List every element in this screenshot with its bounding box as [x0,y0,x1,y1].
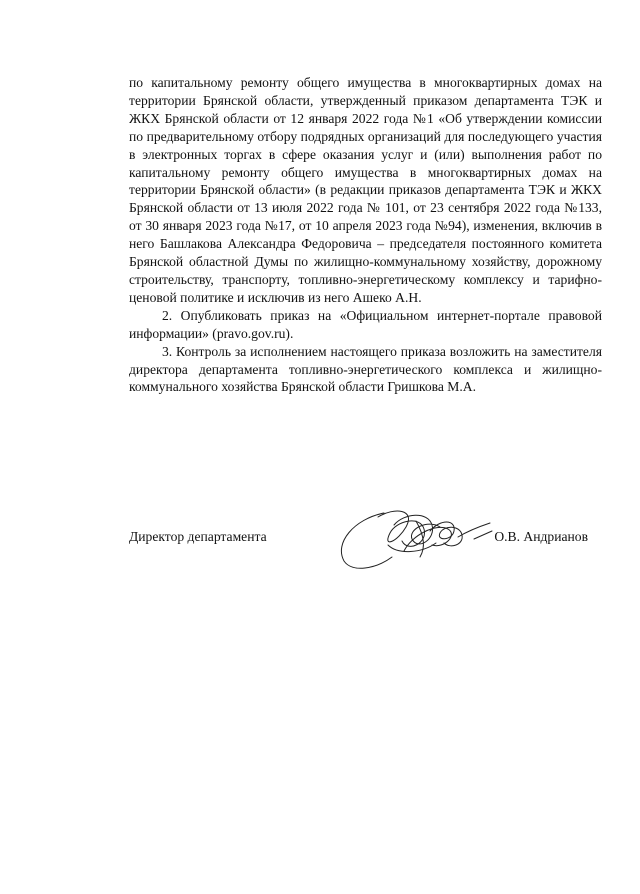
handwritten-signature [332,505,502,575]
paragraph-publish: 2. Опубликовать приказ на «Официальном интернет-портале правовой информации» (pravo.gov.ru). [129,307,602,341]
document-body [129,74,602,396]
signatory-name: О.В. Андрианов [494,529,588,544]
signature-block [129,505,602,585]
paragraph-amendment: по капитальному ремонту общего имущества в многоквартирных домах на территории Брянской области, утвержденный приказом департамента ТЭК и ЖКХ Брянской области от 12 января 2022 года №1 «Об утверждении комиссии по предварительному отбору подрядных организаций для последующего участия в электронных торгах в сфере оказания услуг и (или) выполнения работ по капитальному ремонту общего имущества в многоквартирных домах на территории Брянской области» (в редакции приказов департамента ТЭК и ЖКХ Брянской области от 13 июля 2022 года № 101, от 23 сентября 2022 года №133, от 30 января 2023 года №17, от 10 апреля 2023 года №94), изменения, включив в него Башлакова Александра Федоровича – председателя постоянного комитета Брянской областной Думы по жилищно-коммунальному хозяйству, дорожному строительству, транспорту, топливно-энергетическому комплексу и тарифно-ценовой политике и исключив из него Ашеко А.Н. [129,75,602,305]
paragraph-control: 3. Контроль за исполнением настоящего приказа возложить на заместителя директора департамента топливно-энергетического комплекса и жилищно-коммунального хозяйства Брянской области Гришкова М.А. [129,343,602,395]
signatory-role: Директор департамента [129,529,267,544]
